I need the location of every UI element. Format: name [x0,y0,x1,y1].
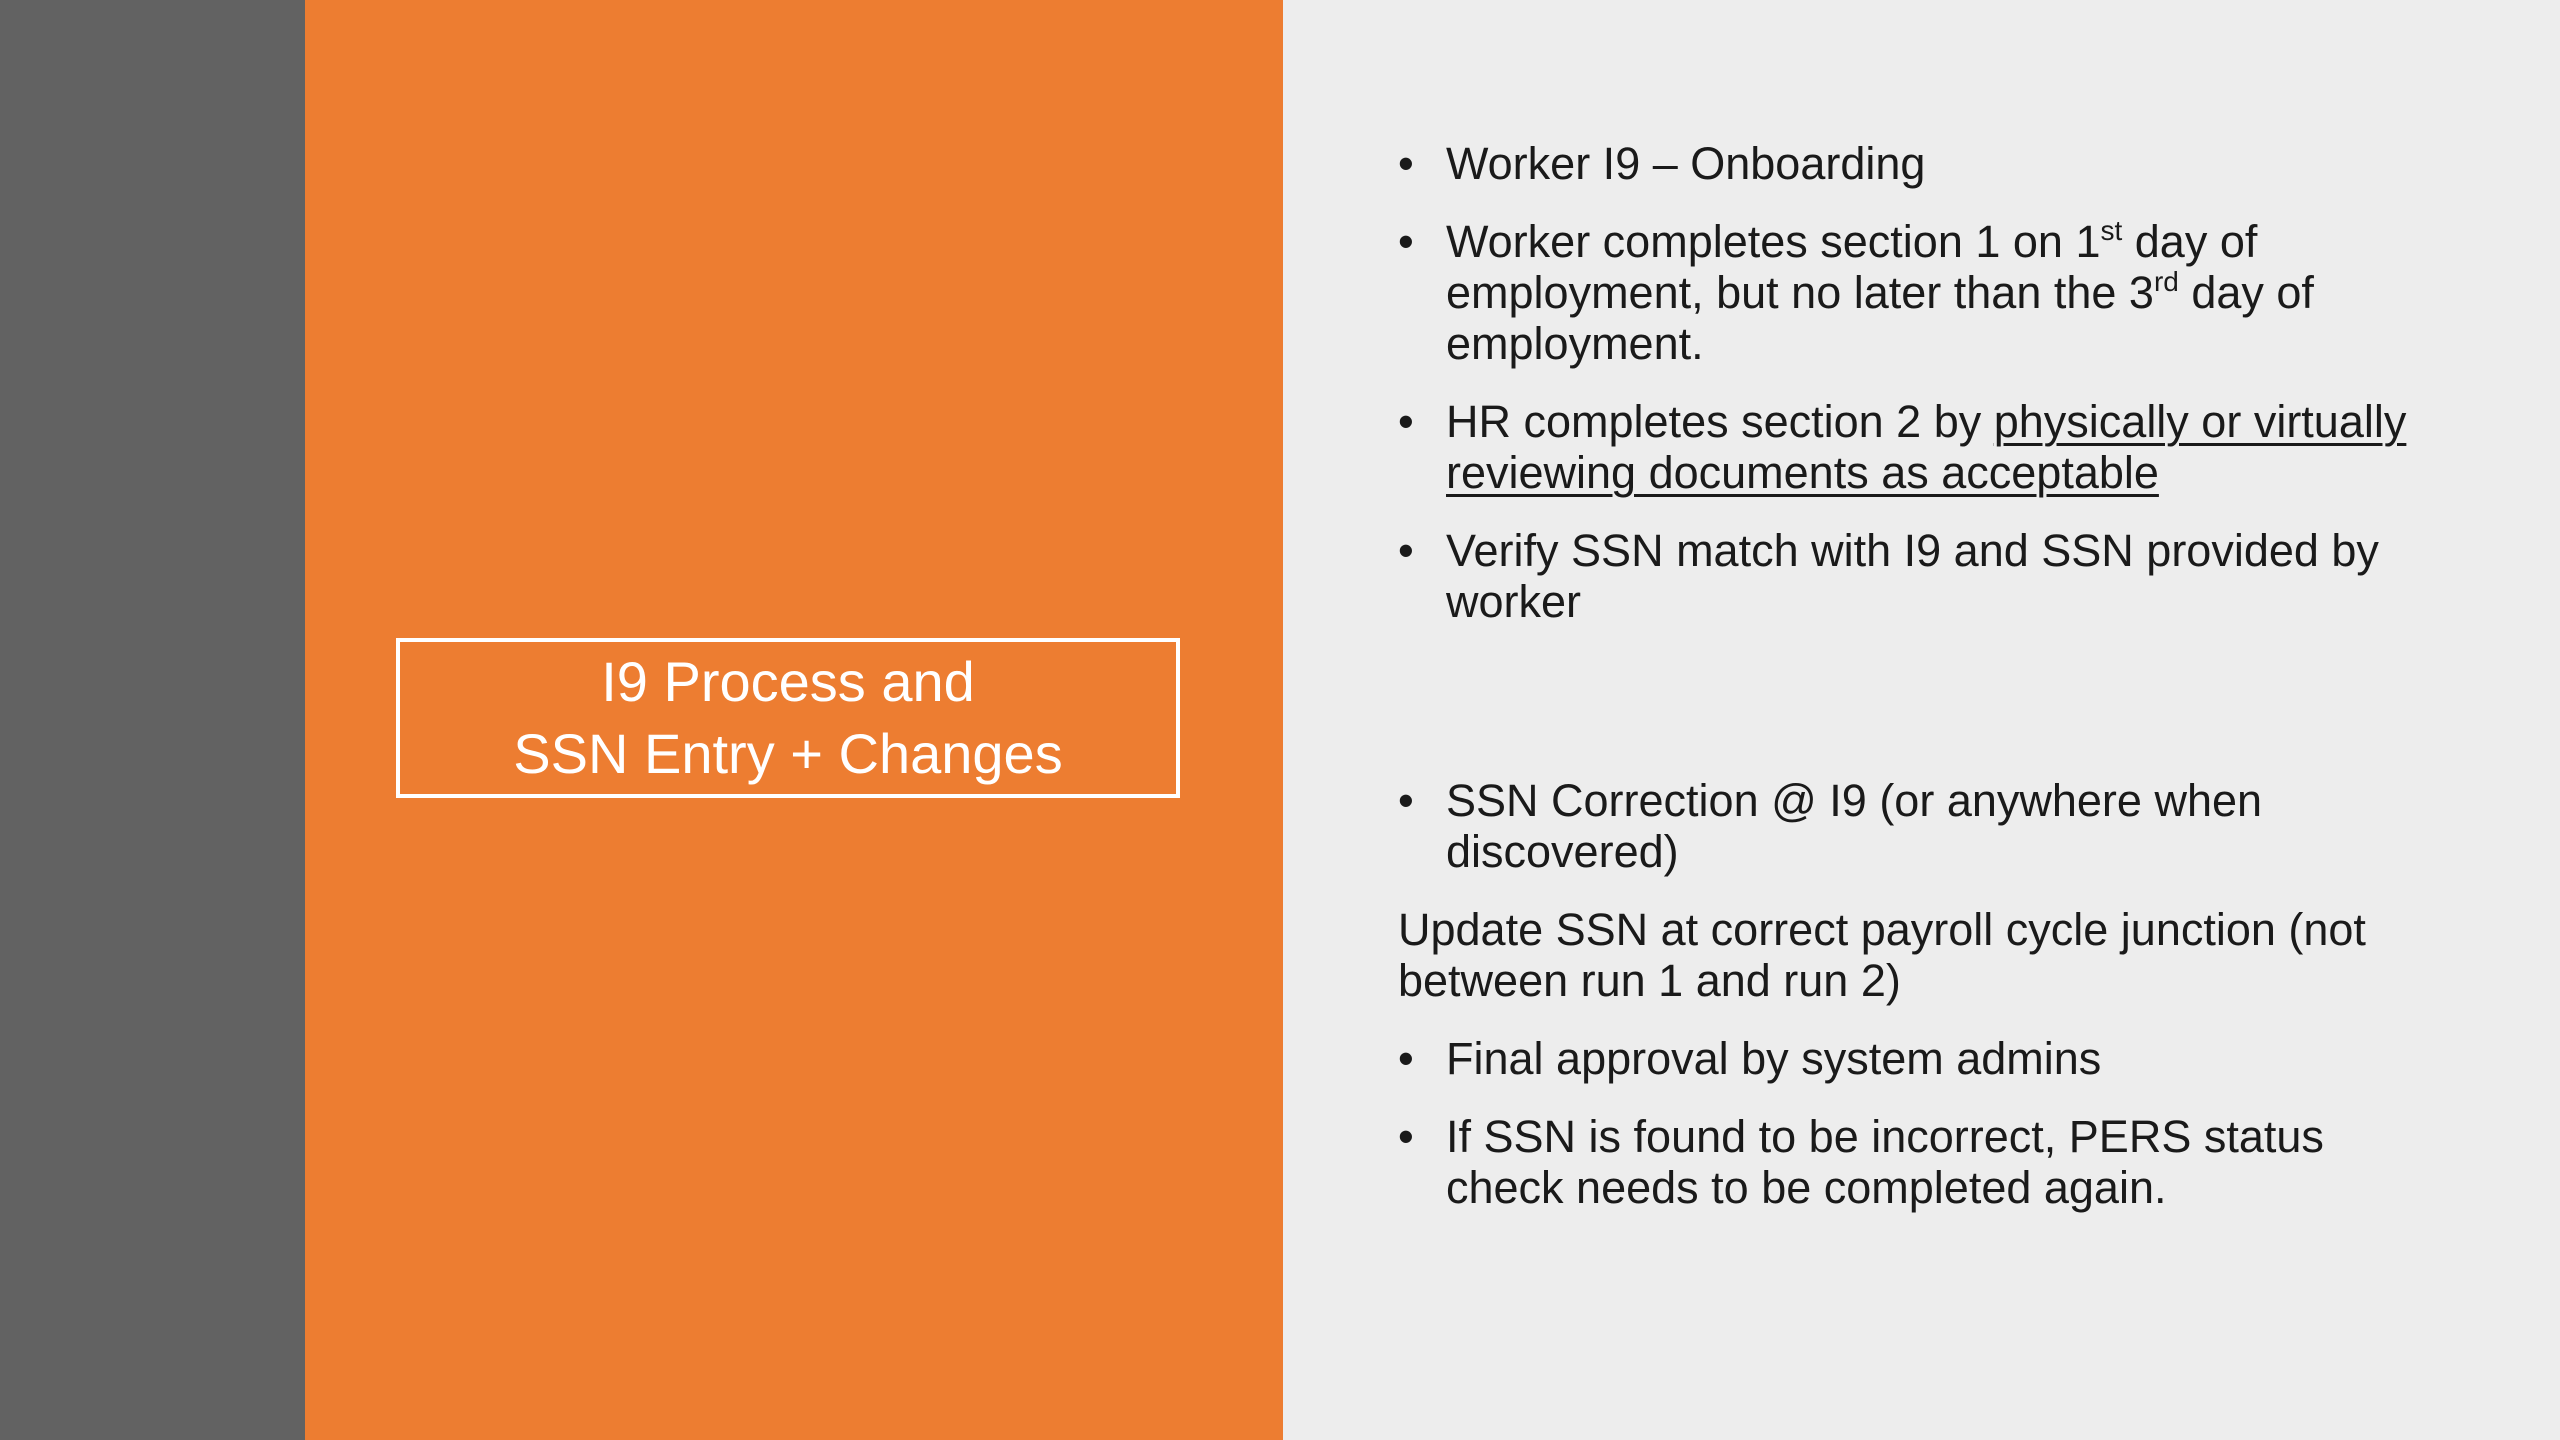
bullet-item-onboarding [1398,138,2448,189]
bullet-text-part: HR completes section 2 by [1446,396,1994,447]
bullet-marker: • [1398,396,1414,447]
bullet-marker: • [1398,525,1414,576]
bullet-item-section-2 [1398,396,2448,498]
bullet-item-section-1 [1398,216,2448,369]
update-ssn-paragraph: Update SSN at correct payroll cycle junction (not between run 1 and run 2) [1398,904,2366,1006]
bullet-text: Final approval by system admins [1446,1033,2102,1084]
bullet-text: Verify SSN match with I9 and SSN provided by worker [1446,525,2379,627]
bullet-item-ssn-correction [1398,775,2448,877]
slide-title-line-1: I9 Process and [601,650,975,713]
side-band [0,0,305,1440]
bullet-item-pers-check [1398,1111,2448,1213]
bullet-text-part: Worker completes section 1 on 1 [1446,216,2101,267]
bullet-item-final-approval [1398,1033,2448,1084]
underlined-phrase: physically or virtually reviewing documents as acceptable [1446,396,2407,498]
bullet-text: SSN Correction @ I9 (or anywhere when discovered) [1446,775,2263,877]
ordinal-suffix: rd [2153,266,2179,297]
bullet-text-part: day of employment. [1446,267,2314,369]
ordinal-suffix: st [2100,215,2123,246]
bullet-marker: • [1398,775,1414,826]
bullet-text-part: day of employment, but no later than the 3 [1446,216,2258,318]
bullet-text [1446,396,2448,498]
bullet-text: If SSN is found to be incorrect, PERS status check needs to be completed again. [1446,1111,2324,1213]
slide-title-box [396,638,1180,798]
bullet-text [1446,216,2448,369]
slide-title-line-2: SSN Entry + Changes [513,722,1063,785]
bullet-text: Worker I9 – Onboarding [1446,138,1926,189]
bullet-marker: • [1398,1033,1414,1084]
bullet-marker: • [1398,138,1414,189]
bullet-item-verify-ssn [1398,525,2448,627]
bullet-marker: • [1398,216,1414,267]
bullet-marker: • [1398,1111,1414,1162]
